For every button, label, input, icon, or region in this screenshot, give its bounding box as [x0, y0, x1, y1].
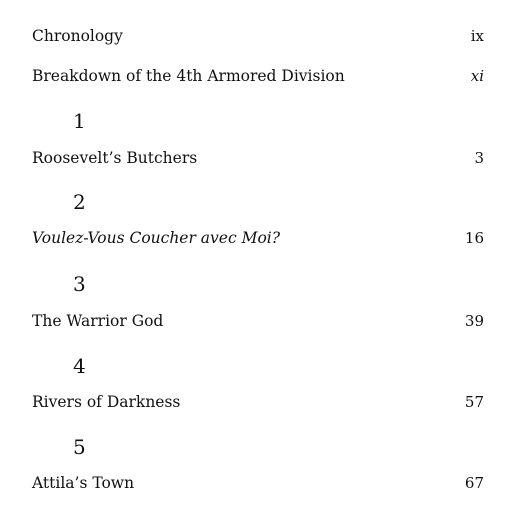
toc-entry-page: ix — [470, 27, 484, 45]
chapter-number: 2 — [73, 190, 86, 214]
toc-entry-page: xi — [470, 67, 484, 85]
toc-entry-page: 57 — [464, 393, 484, 411]
toc-entry-title: Voulez-Vous Coucher avec Moi? — [32, 229, 281, 247]
chapter-number: 5 — [73, 435, 86, 459]
toc-entry-page: 16 — [464, 229, 484, 247]
chapter-number: 3 — [73, 272, 86, 296]
toc-entry-title: Chronology — [32, 27, 123, 45]
toc-entry-title: Rivers of Darkness — [32, 393, 181, 411]
toc-entry-title: Attila’s Town — [32, 474, 135, 492]
chapter-number: 1 — [73, 109, 86, 133]
toc-entry-breakdown — [32, 64, 484, 88]
toc-entry-title: Roosevelt’s Butchers — [32, 149, 198, 167]
toc-entry-page: 3 — [474, 149, 484, 167]
toc-entry-chapter-5 — [32, 471, 484, 495]
toc-entry-title: The Warrior God — [32, 312, 164, 330]
toc-entry-chapter-2 — [32, 226, 484, 250]
toc-entry-chapter-4 — [32, 390, 484, 414]
toc-entry-page: 67 — [464, 474, 484, 492]
toc-entry-page: 39 — [464, 312, 484, 330]
toc-entry-chapter-3 — [32, 309, 484, 333]
toc-entry-chronology — [32, 24, 484, 48]
toc-entry-title: Breakdown of the 4th Armored Division — [32, 67, 345, 85]
toc-entry-chapter-1 — [32, 146, 484, 170]
chapter-number: 4 — [73, 354, 86, 378]
